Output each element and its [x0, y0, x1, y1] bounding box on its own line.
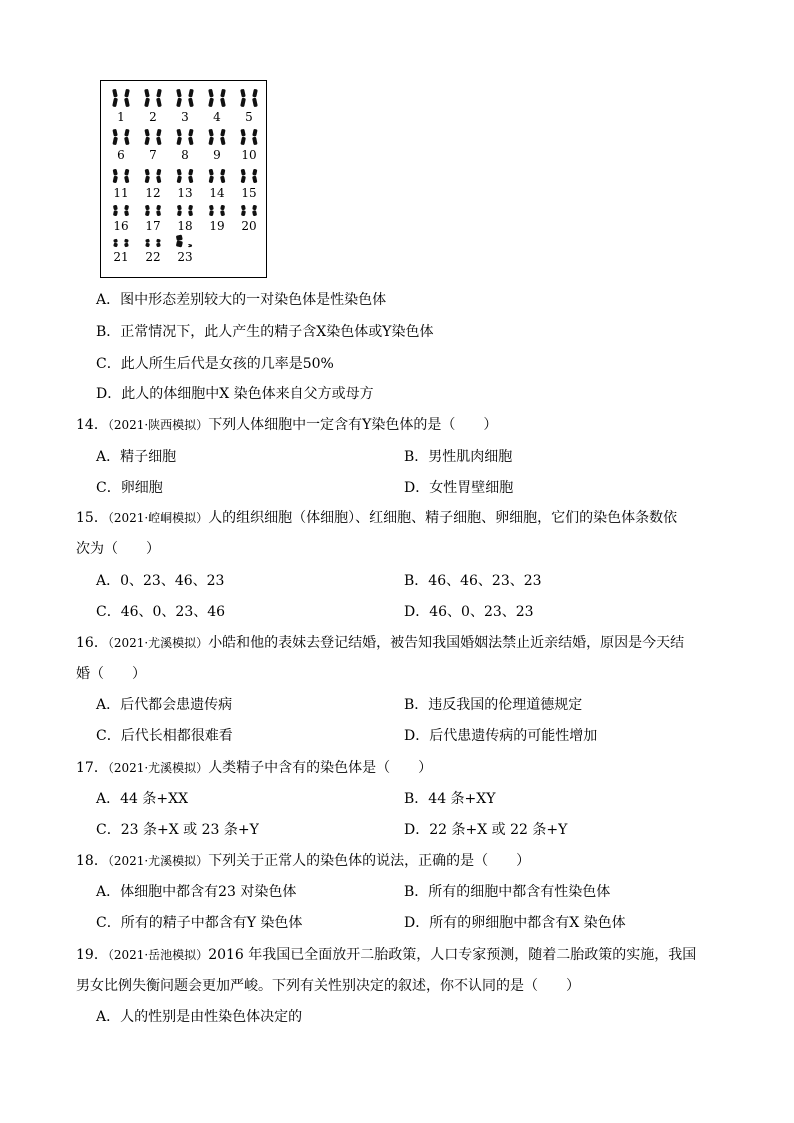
- chromosome-pair-9: [208, 129, 225, 145]
- chromosome-pair-4: [208, 89, 226, 107]
- q18-source: （2021·尤溪模拟）: [107, 854, 209, 868]
- q18-option-d: D．所有的卵细胞中都含有X 染色体: [404, 915, 626, 931]
- q17-stem: [76, 759, 432, 777]
- q13-option-b: B．正常情况下，此人产生的精子含X染色体或Y染色体: [96, 324, 434, 340]
- chromosome-number-7: 7: [149, 148, 157, 162]
- chromosome-pair-10: [240, 129, 257, 145]
- q19-option-a: A．人的性别是由性染色体决定的: [96, 1009, 303, 1025]
- q19-stem-cont: 男女比例失衡问题会更加严峻。下列有关性别决定的叙述，你不认同的是（ ）: [76, 978, 580, 994]
- chromosome-number-20: 20: [241, 219, 257, 233]
- q18-option-a: A．体细胞中都含有23 对染色体: [96, 884, 297, 900]
- q16-stem-cont: 婚（ ）: [76, 666, 146, 682]
- q15-option-a: A．0、23、46、23: [96, 573, 225, 589]
- q16-source: （2021·尤溪模拟）: [107, 636, 209, 650]
- chromosome-number-16: 16: [113, 219, 129, 233]
- q14-option-b: B．男性肌肉细胞: [404, 449, 513, 465]
- q13-option-d: D．此人的体细胞中X 染色体来自父方或母方: [96, 386, 374, 402]
- q14-option-c: C．卵细胞: [96, 480, 163, 496]
- chromosome-number-23: 23: [177, 250, 193, 264]
- chromosome-number-9: 9: [213, 148, 221, 162]
- chromosome-number-21: 21: [113, 250, 129, 264]
- chromosome-pair-2: [144, 89, 162, 107]
- q14-source: （2021·陕西模拟）: [107, 418, 209, 432]
- chromosome-number-18: 18: [177, 219, 193, 233]
- q16-stem: [76, 634, 684, 652]
- q17-number: 17．: [76, 760, 108, 776]
- q15-number: 15．: [76, 510, 108, 526]
- q15-stem-cont: 次为（ ）: [76, 541, 160, 557]
- chromosome-pair-7: [144, 129, 161, 145]
- chromosome-pair-20: [241, 205, 257, 217]
- q19-number: 19．: [76, 947, 108, 963]
- chromosome-number-14: 14: [209, 186, 225, 200]
- q19-source: （2021·岳池模拟）: [107, 948, 209, 962]
- karyotype-figure: [100, 80, 267, 278]
- chromosome-pair-23: [176, 235, 192, 248]
- q16-option-d: D．后代患遗传病的可能性增加: [404, 728, 598, 744]
- chromosome-number-15: 15: [241, 186, 257, 200]
- chromosome-pair-16: [113, 205, 129, 217]
- chromosome-pair-1: [112, 89, 130, 107]
- chromosome-pair-11: [113, 169, 130, 184]
- chromosome-pair-18: [177, 205, 193, 217]
- q18-number: 18．: [76, 853, 108, 869]
- chromosome-number-22: 22: [145, 250, 161, 264]
- q18-option-c: C．所有的精子中都含有Y 染色体: [96, 915, 303, 931]
- q16-text: 小皓和他的表妹去登记结婚，被告知我国婚姻法禁止近亲结婚，原因是今天结: [208, 635, 685, 651]
- q15-option-b: B．46、46、23、23: [404, 573, 542, 589]
- q14-number: 14．: [76, 417, 108, 433]
- chromosome-pair-21: [113, 239, 129, 248]
- chromosome-pair-14: [209, 169, 226, 184]
- q15-text: 人的组织细胞（体细胞）、红细胞、精子细胞、卵细胞，它们的染色体条数依: [208, 510, 678, 526]
- chromosome-number-12: 12: [145, 186, 161, 200]
- q16-number: 16．: [76, 635, 108, 651]
- q16-option-b: B．违反我国的伦理道德规定: [404, 697, 583, 713]
- chromosome-pair-8: [176, 129, 193, 145]
- chromosome-pair-15: [241, 169, 258, 184]
- q14-option-a: A．精子细胞: [96, 449, 177, 465]
- chromosome-pair-13: [177, 169, 194, 184]
- q19-stem: [76, 946, 696, 964]
- chromosome-number-10: 10: [241, 148, 257, 162]
- q17-option-d: D．22 条+X 或 22 条+Y: [404, 822, 568, 838]
- chromosome-number-2: 2: [149, 110, 157, 124]
- chromosome-number-8: 8: [181, 148, 189, 162]
- q15-option-c: C．46、0、23、46: [96, 604, 226, 620]
- chromosome-number-11: 11: [113, 186, 129, 200]
- chromosome-number-6: 6: [117, 148, 125, 162]
- q15-option-d: D．46、0、23、23: [404, 604, 534, 620]
- q19-text: 2016 年我国已全面放开二胎政策，人口专家预测，随着二胎政策的实施，我国: [208, 947, 697, 963]
- q13-option-a: A．图中形态差别较大的一对染色体是性染色体: [96, 292, 387, 308]
- chromosome-number-3: 3: [181, 110, 189, 124]
- chromosome-number-17: 17: [145, 219, 161, 233]
- chromosome-pair-6: [112, 129, 129, 145]
- chromosome-number-5: 5: [245, 110, 253, 124]
- q18-text: 下列关于正常人的染色体的说法，正确的是（ ）: [208, 853, 531, 869]
- q18-option-b: B．所有的细胞中都含有性染色体: [404, 884, 611, 900]
- q17-option-b: B．44 条+XY: [404, 791, 496, 807]
- q18-stem: [76, 852, 530, 870]
- q15-source: （2021·崆峒模拟）: [107, 511, 209, 525]
- chromosome-number-13: 13: [177, 186, 193, 200]
- chromosome-pair-12: [145, 169, 162, 184]
- q16-option-c: C．后代长相都很难看: [96, 728, 233, 744]
- q17-source: （2021·尤溪模拟）: [107, 761, 209, 775]
- chromosome-pair-5: [240, 89, 258, 107]
- q17-option-a: A．44 条+XX: [96, 791, 189, 807]
- q14-option-d: D．女性胃壁细胞: [404, 480, 514, 496]
- q14-text: 下列人体细胞中一定含有Y染色体的是（ ）: [208, 417, 498, 433]
- chromosome-pair-17: [145, 205, 161, 217]
- q15-stem: [76, 509, 677, 527]
- q17-text: 人类精子中含有的染色体是（ ）: [208, 760, 433, 776]
- q16-option-a: A．后代都会患遗传病: [96, 697, 233, 713]
- q14-stem: [76, 416, 497, 434]
- chromosome-number-19: 19: [209, 219, 225, 233]
- chromosome-number-1: 1: [117, 110, 125, 124]
- q13-option-c: C．此人所生后代是女孩的几率是50%: [96, 356, 334, 372]
- q17-option-c: C．23 条+X 或 23 条+Y: [96, 822, 259, 838]
- chromosome-pair-3: [176, 89, 194, 107]
- chromosome-number-4: 4: [213, 110, 221, 124]
- chromosome-pair-19: [209, 205, 225, 217]
- chromosome-pair-22: [145, 239, 161, 248]
